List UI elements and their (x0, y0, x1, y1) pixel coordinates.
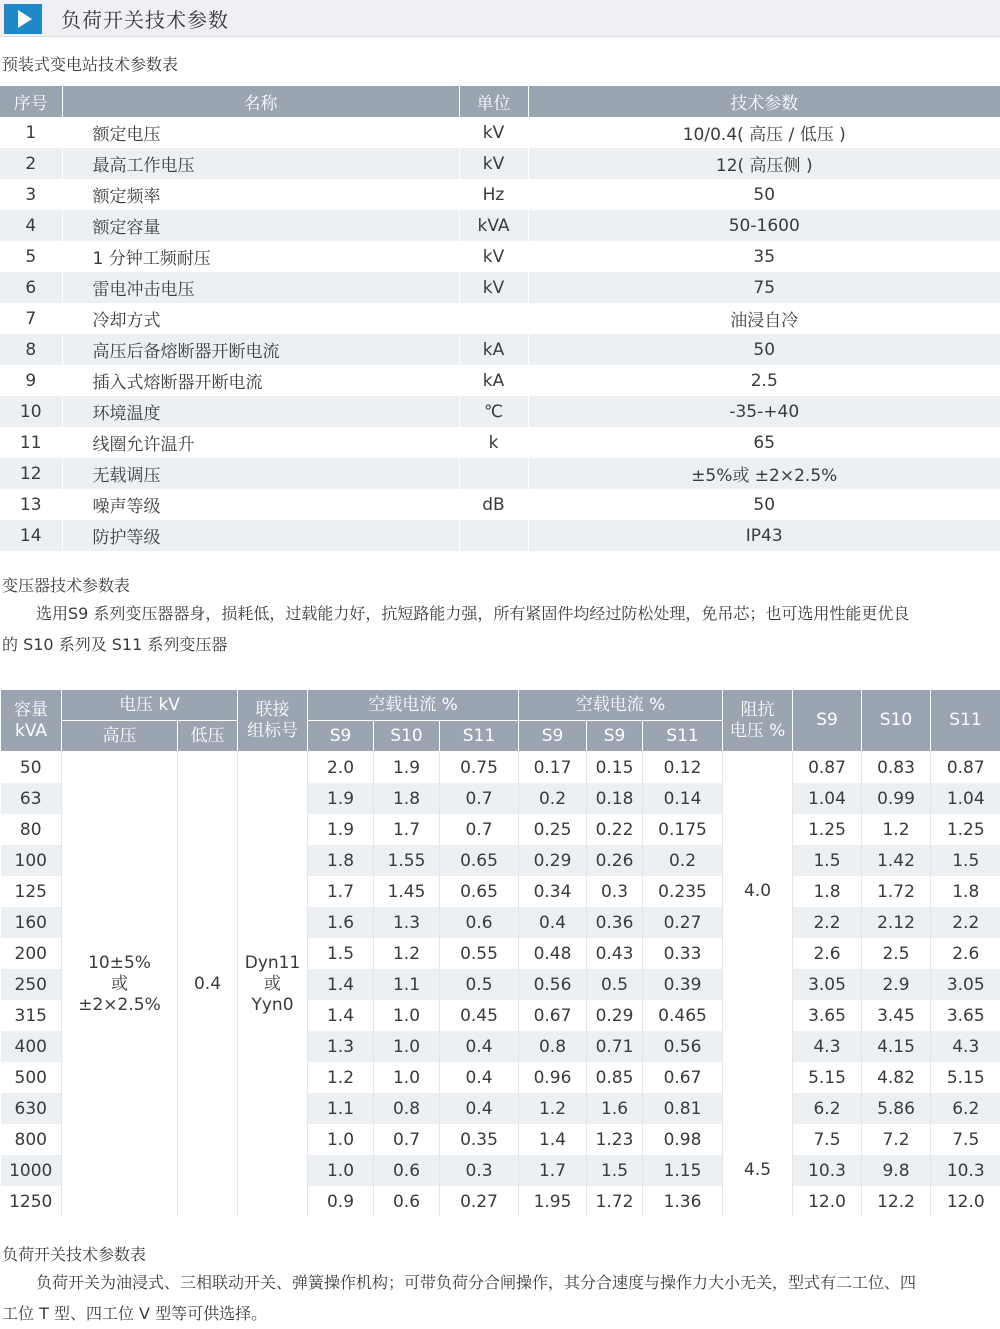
cell-s10: 2.9 (862, 969, 931, 1000)
cell-noload-s9-c: 0.5 (587, 969, 643, 1000)
cell-unit: k (459, 427, 528, 458)
cell-value: 2.5 (528, 365, 1000, 396)
cell-unit (459, 458, 528, 489)
cell-impedance (723, 1186, 793, 1217)
cell-noload-s9-c: 0.26 (587, 845, 643, 876)
cell-noload-s10: 1.55 (374, 845, 440, 876)
cell-s11: 2.6 (931, 938, 1000, 969)
cell-capacity: 250 (1, 969, 62, 1000)
cell-s11: 10.3 (931, 1155, 1000, 1186)
cell-value: 50 (528, 179, 1000, 210)
cell-unit (459, 303, 528, 334)
cell-index: 13 (0, 489, 62, 520)
description-line2: 的 S10 系列及 S11 系列变压器 (2, 635, 227, 654)
cell-s9: 3.65 (793, 1000, 862, 1031)
cell-index: 6 (0, 272, 62, 303)
cell-impedance (723, 907, 793, 938)
cell-noload-s9: 1.4 (308, 1000, 374, 1031)
table-row (0, 241, 1000, 272)
cell-noload-s9-b: 1.7 (519, 1155, 587, 1186)
description-line2: 工位 T 型、四工位 V 型等可供选择。 (2, 1304, 267, 1323)
cell-index: 8 (0, 334, 62, 365)
cell-s9: 4.3 (793, 1031, 862, 1062)
cell-noload-s10: 1.0 (374, 1000, 440, 1031)
col-header-capacity: 容量 kVA (1, 690, 62, 752)
cell-noload-s11-b: 0.39 (643, 969, 723, 1000)
description-line1: 负荷开关为油浸式、三相联动开关、弹簧操作机构；可带负荷分合闸操作，其分合速度与操作力大小无关，型式有二工位、四 (36, 1273, 916, 1292)
col-header-sub-s11-b: S11 (643, 721, 723, 752)
cell-noload-s10: 0.7 (374, 1124, 440, 1155)
cell-capacity: 630 (1, 1093, 62, 1124)
cell-s9: 5.15 (793, 1062, 862, 1093)
cell-s11: 6.2 (931, 1093, 1000, 1124)
table-row (0, 396, 1000, 427)
cell-unit: Hz (459, 179, 528, 210)
cell-noload-s9-b: 0.48 (519, 938, 587, 969)
cell-value: IP43 (528, 520, 1000, 551)
col-header-noload-current-b: 空载电流 % (519, 690, 723, 721)
cell-s9: 0.87 (793, 752, 862, 784)
table-row (0, 334, 1000, 365)
cell-s11: 3.65 (931, 1000, 1000, 1031)
cell-noload-s11-b: 0.235 (643, 876, 723, 907)
col-header-low: 低压 (178, 721, 238, 752)
cell-noload-s9-b: 0.29 (519, 845, 587, 876)
cell-noload-s10: 1.0 (374, 1062, 440, 1093)
cell-noload-s11-b: 0.12 (643, 752, 723, 784)
cell-index: 5 (0, 241, 62, 272)
cell-s9: 12.0 (793, 1186, 862, 1217)
cell-capacity: 500 (1, 1062, 62, 1093)
cell-noload-s11-b: 0.81 (643, 1093, 723, 1124)
cell-s10: 2.12 (862, 907, 931, 938)
cell-noload-s11-b: 0.98 (643, 1124, 723, 1155)
description-line1: 选用S9 系列变压器器身，损耗低，过载能力好，抗短路能力强，所有紧固件均经过防松处理，免吊芯；也可选用性能更优良 (36, 604, 909, 623)
cell-value: 75 (528, 272, 1000, 303)
cell-s10: 0.83 (862, 752, 931, 784)
cell-impedance (723, 1093, 793, 1124)
cell-noload-s11-b: 0.56 (643, 1031, 723, 1062)
cell-noload-s9-b: 0.25 (519, 814, 587, 845)
cell-noload-s9: 1.7 (308, 876, 374, 907)
cell-unit: ℃ (459, 396, 528, 427)
col-header-connection: 联接 组标号 (238, 690, 308, 752)
cell-noload-s11-b: 1.15 (643, 1155, 723, 1186)
table-row (0, 117, 1000, 148)
cell-s10: 1.72 (862, 876, 931, 907)
cell-capacity: 315 (1, 1000, 62, 1031)
cell-value: 50 (528, 334, 1000, 365)
cell-noload-s9: 1.4 (308, 969, 374, 1000)
cell-index: 10 (0, 396, 62, 427)
cell-noload-s11: 0.27 (440, 1186, 519, 1217)
cell-noload-s11: 0.65 (440, 876, 519, 907)
cell-s11: 5.15 (931, 1062, 1000, 1093)
cell-s11: 1.04 (931, 783, 1000, 814)
col-header-sub-s11: S11 (440, 721, 519, 752)
cell-impedance (723, 1031, 793, 1062)
col-header-voltage: 电压 kV (62, 690, 238, 721)
cell-index: 7 (0, 303, 62, 334)
cell-value: 65 (528, 427, 1000, 458)
cell-noload-s9-b: 0.17 (519, 752, 587, 784)
cell-noload-s9-b: 0.34 (519, 876, 587, 907)
cell-s11: 1.5 (931, 845, 1000, 876)
col-header-sub-s9-c: S9 (587, 721, 643, 752)
cell-noload-s10: 1.7 (374, 814, 440, 845)
cell-name: 噪声等级 (62, 489, 459, 520)
cell-noload-s9-c: 0.15 (587, 752, 643, 784)
cell-noload-s11-b: 0.465 (643, 1000, 723, 1031)
cell-s10: 4.15 (862, 1031, 931, 1062)
cell-noload-s9: 2.0 (308, 752, 374, 784)
cell-noload-s9: 1.9 (308, 814, 374, 845)
table-row (0, 303, 1000, 334)
cell-impedance (723, 814, 793, 845)
cell-index: 2 (0, 148, 62, 179)
table-row (0, 272, 1000, 303)
cell-noload-s9-c: 0.85 (587, 1062, 643, 1093)
cell-s9: 6.2 (793, 1093, 862, 1124)
cell-value: ±5%或 ±2×2.5% (528, 458, 1000, 489)
cell-name: 防护等级 (62, 520, 459, 551)
cell-noload-s10: 1.0 (374, 1031, 440, 1062)
table-row (1, 752, 1000, 784)
cell-capacity: 1000 (1, 1155, 62, 1186)
cell-impedance (723, 752, 793, 784)
cell-capacity: 50 (1, 752, 62, 784)
cell-value: 12( 高压侧 ) (528, 148, 1000, 179)
cell-unit (459, 520, 528, 551)
cell-capacity: 80 (1, 814, 62, 845)
cell-s11: 4.3 (931, 1031, 1000, 1062)
cell-value: 50-1600 (528, 210, 1000, 241)
cell-noload-s11: 0.3 (440, 1155, 519, 1186)
col-header-s11: S11 (931, 690, 1000, 752)
col-header-sub-s10: S10 (374, 721, 440, 752)
cell-index: 3 (0, 179, 62, 210)
cell-noload-s11: 0.7 (440, 814, 519, 845)
cell-noload-s9-c: 0.3 (587, 876, 643, 907)
cell-noload-s11-b: 0.2 (643, 845, 723, 876)
cell-noload-s9-b: 1.95 (519, 1186, 587, 1217)
cell-index: 11 (0, 427, 62, 458)
col-header-sub-s9-b: S9 (519, 721, 587, 752)
cell-noload-s11-b: 0.27 (643, 907, 723, 938)
cell-noload-s9: 1.5 (308, 938, 374, 969)
cell-unit: kA (459, 334, 528, 365)
cell-s10: 1.42 (862, 845, 931, 876)
cell-noload-s9-c: 0.71 (587, 1031, 643, 1062)
cell-capacity: 400 (1, 1031, 62, 1062)
cell-s9: 3.05 (793, 969, 862, 1000)
cell-value: 10/0.4( 高压 / 低压 ) (528, 117, 1000, 148)
cell-noload-s9: 1.8 (308, 845, 374, 876)
cell-noload-s11: 0.6 (440, 907, 519, 938)
cell-noload-s11: 0.35 (440, 1124, 519, 1155)
cell-noload-s10: 0.6 (374, 1186, 440, 1217)
cell-index: 4 (0, 210, 62, 241)
col-header-high: 高压 (62, 721, 178, 752)
cell-noload-s9: 1.3 (308, 1031, 374, 1062)
cell-name: 额定容量 (62, 210, 459, 241)
cell-noload-s9: 0.9 (308, 1186, 374, 1217)
cell-noload-s10: 1.9 (374, 752, 440, 784)
cell-s11: 0.87 (931, 752, 1000, 784)
cell-s10: 7.2 (862, 1124, 931, 1155)
cell-s9: 2.6 (793, 938, 862, 969)
cell-s9: 1.25 (793, 814, 862, 845)
cell-name: 最高工作电压 (62, 148, 459, 179)
cell-s9: 1.04 (793, 783, 862, 814)
cell-noload-s9-c: 0.18 (587, 783, 643, 814)
cell-noload-s9: 1.1 (308, 1093, 374, 1124)
cell-noload-s10: 1.3 (374, 907, 440, 938)
cell-name: 插入式熔断器开断电流 (62, 365, 459, 396)
col-header-noload-current-a: 空载电流 % (308, 690, 519, 721)
col-header-index: 序号 (0, 86, 62, 117)
col-header-impedance: 阻抗 电压 % (723, 690, 793, 752)
cell-s9: 7.5 (793, 1124, 862, 1155)
cell-capacity: 200 (1, 938, 62, 969)
cell-name: 高压后备熔断器开断电流 (62, 334, 459, 365)
cell-s9: 1.5 (793, 845, 862, 876)
cell-impedance: 4.5 (723, 1155, 793, 1186)
cell-value: 35 (528, 241, 1000, 272)
cell-noload-s9-b: 0.4 (519, 907, 587, 938)
cell-noload-s10: 1.1 (374, 969, 440, 1000)
cell-noload-s9-c: 0.22 (587, 814, 643, 845)
cell-noload-s9: 1.9 (308, 783, 374, 814)
cell-s10: 2.5 (862, 938, 931, 969)
cell-noload-s10: 1.2 (374, 938, 440, 969)
transformer-description (2, 598, 998, 660)
load-switch-description (2, 1267, 998, 1329)
cell-impedance (723, 1062, 793, 1093)
cell-name: 雷电冲击电压 (62, 272, 459, 303)
cell-unit: kV (459, 117, 528, 148)
cell-value: -35-+40 (528, 396, 1000, 427)
cell-index: 12 (0, 458, 62, 489)
table-row (0, 458, 1000, 489)
table-row (0, 210, 1000, 241)
cell-impedance (723, 845, 793, 876)
cell-noload-s11-b: 0.175 (643, 814, 723, 845)
cell-name: 额定电压 (62, 117, 459, 148)
cell-noload-s9: 1.0 (308, 1124, 374, 1155)
cell-impedance (723, 1124, 793, 1155)
cell-s10: 4.82 (862, 1062, 931, 1093)
cell-impedance: 4.0 (723, 876, 793, 907)
cell-capacity: 63 (1, 783, 62, 814)
cell-connection-group: Dyn11 或 Yyn0 (238, 752, 308, 1218)
cell-s10: 9.8 (862, 1155, 931, 1186)
cell-capacity: 800 (1, 1124, 62, 1155)
cell-impedance (723, 938, 793, 969)
cell-noload-s9-b: 0.67 (519, 1000, 587, 1031)
cell-s10: 0.99 (862, 783, 931, 814)
cell-noload-s10: 0.8 (374, 1093, 440, 1124)
table-row (0, 148, 1000, 179)
cell-noload-s9-c: 1.6 (587, 1093, 643, 1124)
cell-noload-s9: 1.2 (308, 1062, 374, 1093)
cell-value: 50 (528, 489, 1000, 520)
cell-noload-s9-c: 0.36 (587, 907, 643, 938)
cell-s11: 12.0 (931, 1186, 1000, 1217)
transformer-params-table (0, 689, 1000, 1217)
table-row (0, 365, 1000, 396)
cell-noload-s10: 0.6 (374, 1155, 440, 1186)
cell-noload-s11: 0.5 (440, 969, 519, 1000)
col-header-name: 名称 (62, 86, 459, 117)
cell-noload-s9-b: 1.2 (519, 1093, 587, 1124)
cell-noload-s11: 0.4 (440, 1093, 519, 1124)
cell-index: 9 (0, 365, 62, 396)
cell-low-voltage: 0.4 (178, 752, 238, 1218)
cell-noload-s11: 0.4 (440, 1062, 519, 1093)
cell-noload-s11: 0.4 (440, 1031, 519, 1062)
cell-noload-s9-c: 0.29 (587, 1000, 643, 1031)
cell-s11: 1.25 (931, 814, 1000, 845)
cell-noload-s9-b: 0.8 (519, 1031, 587, 1062)
cell-s10: 12.2 (862, 1186, 931, 1217)
cell-s10: 3.45 (862, 1000, 931, 1031)
cell-noload-s10: 1.8 (374, 783, 440, 814)
table-row (0, 489, 1000, 520)
cell-name: 1 分钟工频耐压 (62, 241, 459, 272)
col-header-unit: 单位 (459, 86, 528, 117)
cell-unit: kVA (459, 210, 528, 241)
cell-noload-s11: 0.7 (440, 783, 519, 814)
cell-value: 油浸自冷 (528, 303, 1000, 334)
cell-unit: kV (459, 148, 528, 179)
table3-caption: 负荷开关技术参数表 (2, 1242, 146, 1265)
cell-s9: 10.3 (793, 1155, 862, 1186)
cell-noload-s11-b: 1.36 (643, 1186, 723, 1217)
cell-noload-s9-c: 0.43 (587, 938, 643, 969)
cell-s10: 5.86 (862, 1093, 931, 1124)
cell-noload-s9-b: 0.56 (519, 969, 587, 1000)
table-row (0, 520, 1000, 551)
cell-name: 冷却方式 (62, 303, 459, 334)
col-header-value: 技术参数 (528, 86, 1000, 117)
cell-noload-s9: 1.0 (308, 1155, 374, 1186)
cell-capacity: 100 (1, 845, 62, 876)
cell-noload-s11: 0.75 (440, 752, 519, 784)
substation-params-table (0, 86, 1000, 551)
cell-s11: 3.05 (931, 969, 1000, 1000)
cell-capacity: 1250 (1, 1186, 62, 1217)
cell-index: 1 (0, 117, 62, 148)
cell-noload-s9-b: 1.4 (519, 1124, 587, 1155)
cell-unit: kA (459, 365, 528, 396)
cell-index: 14 (0, 520, 62, 551)
page-title: 负荷开关技术参数 (61, 4, 229, 33)
cell-noload-s11-b: 0.33 (643, 938, 723, 969)
cell-noload-s9-c: 1.72 (587, 1186, 643, 1217)
table-row (0, 179, 1000, 210)
cell-s11: 1.8 (931, 876, 1000, 907)
cell-noload-s10: 1.45 (374, 876, 440, 907)
col-header-s9: S9 (793, 690, 862, 752)
cell-noload-s9-b: 0.2 (519, 783, 587, 814)
cell-noload-s9-b: 0.96 (519, 1062, 587, 1093)
cell-noload-s11: 0.55 (440, 938, 519, 969)
cell-noload-s9-c: 1.23 (587, 1124, 643, 1155)
cell-capacity: 125 (1, 876, 62, 907)
cell-impedance (723, 969, 793, 1000)
cell-s10: 1.2 (862, 814, 931, 845)
cell-noload-s9-c: 1.5 (587, 1155, 643, 1186)
cell-unit: kV (459, 272, 528, 303)
cell-capacity: 160 (1, 907, 62, 938)
section-header (0, 0, 1000, 37)
cell-name: 额定频率 (62, 179, 459, 210)
cell-noload-s11-b: 0.14 (643, 783, 723, 814)
cell-noload-s11: 0.65 (440, 845, 519, 876)
table2-caption: 变压器技术参数表 (2, 573, 130, 596)
cell-s11: 2.2 (931, 907, 1000, 938)
cell-unit: dB (459, 489, 528, 520)
cell-s9: 2.2 (793, 907, 862, 938)
cell-name: 线圈允许温升 (62, 427, 459, 458)
col-header-s10: S10 (862, 690, 931, 752)
cell-s11: 7.5 (931, 1124, 1000, 1155)
cell-name: 无载调压 (62, 458, 459, 489)
cell-impedance (723, 1000, 793, 1031)
table1-caption: 预装式变电站技术参数表 (2, 52, 178, 75)
cell-unit: kV (459, 241, 528, 272)
cell-s9: 1.8 (793, 876, 862, 907)
cell-name: 环境温度 (62, 396, 459, 427)
col-header-sub-s9: S9 (308, 721, 374, 752)
cell-noload-s11-b: 0.67 (643, 1062, 723, 1093)
table-row (0, 427, 1000, 458)
cell-noload-s11: 0.45 (440, 1000, 519, 1031)
cell-high-voltage: 10±5% 或 ±2×2.5% (62, 752, 178, 1218)
cell-noload-s9: 1.6 (308, 907, 374, 938)
cell-impedance (723, 783, 793, 814)
play-arrow-icon (4, 4, 42, 34)
